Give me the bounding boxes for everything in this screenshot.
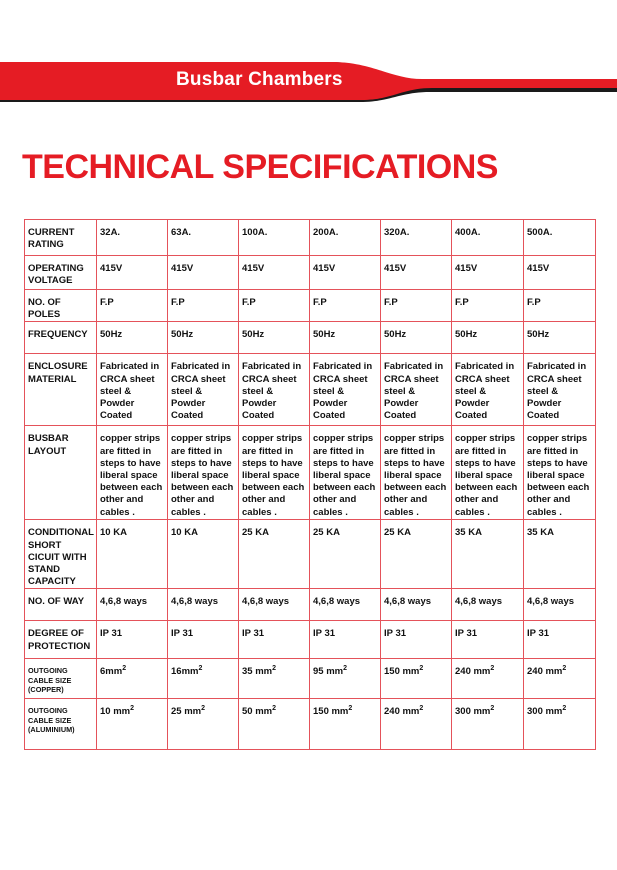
cell-value: 150 mm — [313, 706, 349, 718]
table-cell — [310, 290, 381, 322]
table-cell — [524, 520, 596, 589]
unit-superscript: 2 — [272, 665, 277, 673]
cell-value: 4,6,8 ways — [100, 596, 148, 608]
cell-value: 25 KA — [384, 527, 411, 539]
cell-value: 50Hz — [100, 329, 123, 341]
row-label: FREQUENCY — [25, 322, 97, 354]
cell-value: 4,6,8 ways — [171, 596, 219, 608]
table-cell — [452, 699, 524, 750]
table-cell — [310, 699, 381, 750]
table-cell — [168, 589, 239, 621]
cell-value: 500A. — [527, 227, 553, 238]
unit-superscript: 2 — [272, 705, 277, 713]
cell-value: 6mm — [100, 666, 123, 678]
cell-value: 4,6,8 ways — [313, 596, 361, 608]
table-cell — [168, 322, 239, 354]
table-cell — [239, 520, 310, 589]
table-cell — [168, 354, 239, 426]
cell-value: 10 KA — [100, 527, 127, 539]
unit-superscript: 2 — [348, 705, 353, 713]
table-cell — [381, 589, 452, 621]
table-cell — [239, 659, 310, 699]
table-row — [25, 256, 596, 290]
table-cell — [452, 621, 524, 659]
table-cell — [168, 290, 239, 322]
table-cell — [452, 426, 524, 520]
cell-value: Fabricated in CRCA sheet steel & Powder Coated — [100, 361, 160, 422]
table-row — [25, 426, 596, 520]
cell-value: 100A. — [242, 227, 268, 238]
cell-value: 300 mm — [455, 706, 491, 718]
row-label: CONDITIONAL SHORT CICUIT WITH STAND CAPACITY — [25, 520, 97, 589]
cell-value: IP 31 — [100, 628, 123, 640]
table-cell — [524, 354, 596, 426]
cell-value: 240 mm — [455, 666, 491, 678]
table-row — [25, 699, 596, 750]
table-cell — [239, 621, 310, 659]
table-cell — [381, 621, 452, 659]
table-cell — [97, 322, 168, 354]
cell-value: Fabricated in CRCA sheet steel & Powder Coated — [527, 361, 587, 422]
cell-value: IP 31 — [384, 628, 407, 640]
cell-value: 4,6,8 ways — [527, 596, 575, 608]
table-cell — [239, 290, 310, 322]
row-label: OUTGOING CABLE SIZE (ALUMINIUM) — [25, 699, 97, 750]
cell-value: copper strips are fitted in steps to have liberal space between each other and cables . — [455, 433, 518, 518]
table-cell — [310, 220, 381, 256]
table-row — [25, 659, 596, 699]
table-cell — [239, 256, 310, 290]
cell-value: Fabricated in CRCA sheet steel & Powder Coated — [242, 361, 302, 422]
cell-value: Fabricated in CRCA sheet steel & Powder Coated — [455, 361, 515, 422]
table-cell — [524, 220, 596, 256]
table-cell — [452, 290, 524, 322]
table-cell — [239, 589, 310, 621]
cell-value: 35 KA — [455, 527, 482, 539]
cell-value: 35 mm — [242, 666, 273, 678]
cell-value: 25 mm — [171, 706, 202, 718]
table-cell — [310, 354, 381, 426]
cell-value: 10 mm — [100, 706, 131, 718]
table-cell — [168, 220, 239, 256]
cell-value: 4,6,8 ways — [242, 596, 290, 608]
table-cell — [168, 426, 239, 520]
table-cell — [452, 520, 524, 589]
table-cell — [310, 256, 381, 290]
table-cell — [452, 589, 524, 621]
cell-value: IP 31 — [242, 628, 265, 640]
banner-title: Busbar Chambers — [176, 69, 343, 90]
table-cell — [381, 659, 452, 699]
table-cell — [524, 290, 596, 322]
table-cell — [310, 322, 381, 354]
table-cell — [524, 322, 596, 354]
cell-value: 50Hz — [455, 329, 478, 341]
table-cell — [310, 589, 381, 621]
table-cell — [239, 322, 310, 354]
table-cell — [524, 621, 596, 659]
table-cell — [381, 699, 452, 750]
table-cell — [524, 426, 596, 520]
cell-value: 415V — [455, 263, 478, 274]
table-cell — [168, 256, 239, 290]
table-cell — [97, 256, 168, 290]
cell-value: 4,6,8 ways — [384, 596, 432, 608]
cell-value: Fabricated in CRCA sheet steel & Powder Coated — [313, 361, 373, 422]
table-cell — [239, 426, 310, 520]
unit-superscript: 2 — [201, 705, 206, 713]
unit-superscript: 2 — [562, 665, 567, 673]
cell-value: 200A. — [313, 227, 339, 238]
cell-value: 240 mm — [527, 666, 563, 678]
cell-value: IP 31 — [313, 628, 336, 640]
unit-superscript: 2 — [130, 705, 135, 713]
cell-value: 10 KA — [171, 527, 198, 539]
table-cell — [381, 290, 452, 322]
cell-value: F.P — [171, 297, 185, 308]
table-row — [25, 290, 596, 322]
table-cell — [381, 520, 452, 589]
table-cell — [168, 659, 239, 699]
cell-value: copper strips are fitted in steps to have liberal space between each other and cables . — [100, 433, 163, 518]
table-row — [25, 220, 596, 256]
table-cell — [524, 256, 596, 290]
table-cell — [381, 322, 452, 354]
cell-value: 240 mm — [384, 706, 420, 718]
table-cell — [452, 220, 524, 256]
table-cell — [97, 290, 168, 322]
table-cell — [524, 699, 596, 750]
table-cell — [239, 354, 310, 426]
table-cell — [381, 426, 452, 520]
cell-value: 50Hz — [313, 329, 336, 341]
table-cell — [452, 256, 524, 290]
table-cell — [97, 621, 168, 659]
table-cell — [239, 220, 310, 256]
cell-value: 300 mm — [527, 706, 563, 718]
row-label: OPERATING VOLTAGE — [25, 256, 97, 290]
cell-value: F.P — [313, 297, 327, 308]
table-cell — [97, 659, 168, 699]
cell-value: F.P — [242, 297, 256, 308]
cell-value: 400A. — [455, 227, 481, 238]
table-cell — [168, 520, 239, 589]
unit-superscript: 2 — [122, 665, 127, 673]
cell-value: copper strips are fitted in steps to have liberal space between each other and cables . — [242, 433, 305, 518]
cell-value: 16mm — [171, 666, 199, 678]
table-cell — [168, 621, 239, 659]
table-cell — [97, 520, 168, 589]
table-row — [25, 589, 596, 621]
table-cell — [524, 659, 596, 699]
cell-value: 50Hz — [384, 329, 407, 341]
header-banner — [0, 62, 617, 102]
cell-value: 32A. — [100, 227, 121, 238]
cell-value: 415V — [100, 263, 123, 274]
unit-superscript: 2 — [490, 705, 495, 713]
unit-superscript: 2 — [343, 665, 348, 673]
cell-value: IP 31 — [527, 628, 550, 640]
cell-value: F.P — [527, 297, 541, 308]
table-cell — [310, 659, 381, 699]
row-label: OUTGOING CABLE SIZE (COPPER) — [25, 659, 97, 699]
table-row — [25, 322, 596, 354]
unit-superscript: 2 — [490, 665, 495, 673]
cell-value: 4,6,8 ways — [455, 596, 503, 608]
table-cell — [97, 589, 168, 621]
cell-value: 150 mm — [384, 666, 420, 678]
table-cell — [310, 426, 381, 520]
table-cell — [97, 699, 168, 750]
row-label: NO. OF POLES — [25, 290, 97, 322]
table-cell — [452, 354, 524, 426]
table-cell — [524, 589, 596, 621]
cell-value: 415V — [171, 263, 194, 274]
cell-value: 50Hz — [527, 329, 550, 341]
cell-value: 415V — [242, 263, 265, 274]
cell-value: 415V — [384, 263, 407, 274]
cell-value: 63A. — [171, 227, 192, 238]
table-cell — [97, 426, 168, 520]
cell-value: 415V — [527, 263, 550, 274]
table-row — [25, 354, 596, 426]
table-cell — [168, 699, 239, 750]
table-cell — [310, 621, 381, 659]
row-label: DEGREE OF PROTECTION — [25, 621, 97, 659]
table-row — [25, 520, 596, 589]
cell-value: 50Hz — [242, 329, 265, 341]
cell-value: copper strips are fitted in steps to have liberal space between each other and cables . — [384, 433, 447, 518]
cell-value: 50 mm — [242, 706, 273, 718]
row-label: BUSBAR LAYOUT — [25, 426, 97, 520]
table-cell — [381, 220, 452, 256]
cell-value: IP 31 — [171, 628, 194, 640]
cell-value: 415V — [313, 263, 336, 274]
cell-value: IP 31 — [455, 628, 478, 640]
table-cell — [452, 659, 524, 699]
cell-value: 50Hz — [171, 329, 194, 341]
unit-superscript: 2 — [198, 665, 203, 673]
cell-value: copper strips are fitted in steps to have liberal space between each other and cables . — [527, 433, 590, 518]
cell-value: 95 mm — [313, 666, 344, 678]
spec-table — [24, 219, 596, 750]
table-cell — [97, 220, 168, 256]
unit-superscript: 2 — [419, 665, 424, 673]
row-label: NO. OF WAY — [25, 589, 97, 621]
cell-value: F.P — [100, 297, 114, 308]
unit-superscript: 2 — [419, 705, 424, 713]
table-row — [25, 621, 596, 659]
row-label: ENCLOSURE MATERIAL — [25, 354, 97, 426]
cell-value: 25 KA — [313, 527, 340, 539]
cell-value: F.P — [384, 297, 398, 308]
cell-value: 320A. — [384, 227, 410, 238]
table-cell — [452, 322, 524, 354]
cell-value: copper strips are fitted in steps to have liberal space between each other and cables . — [313, 433, 376, 518]
table-cell — [381, 256, 452, 290]
row-label: CURRENT RATING — [25, 220, 97, 256]
cell-value: F.P — [455, 297, 469, 308]
cell-value: copper strips are fitted in steps to have liberal space between each other and cables . — [171, 433, 234, 518]
table-cell — [310, 520, 381, 589]
unit-superscript: 2 — [562, 705, 567, 713]
cell-value: 35 KA — [527, 527, 554, 539]
cell-value: Fabricated in CRCA sheet steel & Powder Coated — [171, 361, 231, 422]
page-title: TECHNICAL SPECIFICATIONS — [22, 148, 498, 186]
table-cell — [97, 354, 168, 426]
cell-value: Fabricated in CRCA sheet steel & Powder Coated — [384, 361, 444, 422]
table-cell — [381, 354, 452, 426]
cell-value: 25 KA — [242, 527, 269, 539]
table-cell — [239, 699, 310, 750]
